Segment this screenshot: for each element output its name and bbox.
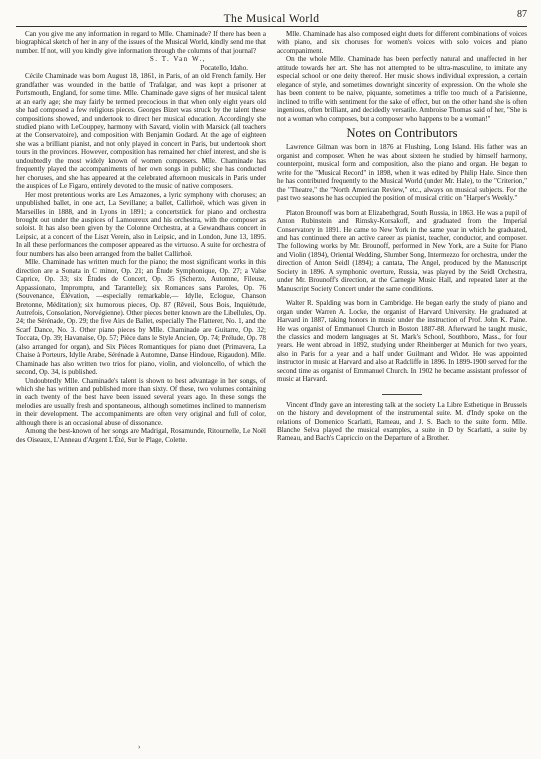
query-signature: S. T. Van W., [149,55,206,64]
contributor-spalding: Walter R. Spalding was born in Cambridge. He began early the study of piano and organ under Warren A. Locke, the organist of Harvard University. He graduated at Harvard in 1887, taking honors in music under the instruction of Prof. John K. Paine. He was organist of Emmanuel Church in Boston 1887-88. Afterward he taught music, the classics and modern languages at St. Mark's School, Southboro, Mass., for four years. He went abroad in 1892, studying under Rheinberger at Munich for two years, also in Paris for a year and a half under Guilmant and Widor. He was appointed instructor in music at Harvard and also at Radcliffe in 1896. In 1899-1900 served for the second time as organist of Emmanuel Church. In 1902 he became assistant professor of music at Harvard. [277,299,527,384]
footer-mark: › [138,743,141,751]
right-column [277,30,527,748]
left-column [16,30,266,748]
article-paragraph-2: Her most pretentious works are Les Amazones, a lyric symphony with choruses; an unpublished ballet, in one act, La Sevillane; a ballet, Callirhoë, which was given in Marseilles in 1888, and in Lyons in 1891; a concertstück for piano and orchestra brought out under the auspices of Lamoureux and his orchestra, with the composer as soloist. It has also been given by the Colonne Orchestra, at a Gewandhaus concert in Leipsic, at a concert of the Liszt Verein, also in Leipsic, and in London, June 13, 1895. In all these performances the composer appeared as the virtuoso. A suite for orchestra of four numbers has also been arranged from the ballet Callirhoë. [16,190,266,258]
article-paragraph-1: Cécile Chaminade was born August 18, 1861, in Paris, of an old French family. Her grandfather was wounded in the battle of Trafalgar, and was kept a prisoner at Portsmouth, England, for some time. Mlle. Chaminade gave signs of her musical talent at an early age; she may fairly be termed precocious in that when only eight years old she had composed a few religious pieces. Georges Bizet was struck by the talent these compositions showed, and undertook to direct her musical education. Accordingly she studied piano with LeCouppey, harmony with Savard, violin with Marsick (all teachers at the Conservatoire), and composition with Benjamin Godard. At the age of eighteen she was a brilliant pianist, and not only played in concert in Paris, but undertook short tours in the provinces. However, composition has remained her chief interest, and she is undoubtedly the most widely known of women composers. Mlle. Chaminade has frequently played the accompaniments of her own songs in public; she has conducted her choruses, and she has appeared at the celebrated afternoon musicals in Paris under the auspices of Le Figaro, entirely devoted to the music of native composers. [16,72,266,191]
reader-query: Can you give me any information in regard to Mlle. Chaminade? If there has been a biographical sketch of her in any of the issues of the Musical World, kindly send me that number. If not, will you kindly give information through the columns of that journal? [16,30,266,55]
two-column-body [16,30,527,748]
article-paragraph-5: Among the best-known of her songs are Madrigal, Rosamunde, Ritournelle, Le Noël des Oiseaux, L'Anneau d'Argent L'Été, Sur le Plage, Colette. [16,427,266,444]
dindy-note: Vincent d'Indy gave an interesting talk at the society La Libre Esthetique in Brussels on the history and development of the instrumental suite. M. d'Indy spoke on the relations of Domenico Scarlatti, Rameau, and J. S. Bach to the suite form. Mlle. Blanche Selva played the musical examples, a suite in D by Scarlatti, a suite by Rameau, and Bach's Capriccio on the Departure of a Brother. [277,400,527,443]
article-paragraph-4: Undoubtedly Mlle. Chaminade's talent is shown to best advantage in her songs, of which she has written and published more than sixty. Of these, two volumes containing in each twenty of the best have been issued several years ago. In these songs the melodies are usually fresh and spontaneous, although sometimes inclined to mannerism in their development. The accompaniments are often very original and full of color, although there is an occasional abuse of dissonance. [16,376,266,427]
article-paragraph-6: Mlle. Chaminade has also composed eight duets for different combinations of voices with piano, and six choruses for women's voices with solo voices and piano accompaniment. [277,30,527,55]
article-paragraph-7: On the whole Mlle. Chaminade has been perfectly natural and unaffected in her attitude towards her art. She has not attempted to be ultra-masculine, to imitate any especial school or one deity thereof. Her music shows individual expression, a certain elegance of style, and sometimes downright sincerity of expression. On the whole she has been content to be naive, piquante, sometimes a trifle too much of a Parisienne, inclined to trifle with sentiment for the sake of effect, but on the other hand she is often ingenious, often brilliant, and decidedly versatile. Ambroise Thomas said of her, "She is not a woman who composes, but a composer who happens to be a woman!" [277,55,527,123]
header-rule [16,26,527,27]
journal-title: The Musical World [223,13,320,25]
contributor-gilman: Lawrence Gilman was born in 1876 at Flushing, Long Island. His father was an organist and composer. When he was about sixteen he studied by himself harmony, counterpoint, musical form and composition, also the piano and organ. He began to write for the "Musical Record" in 1898, when it was edited by Philip Hale. Since then he has contributed frequently to the Musical World (under Mr. Hale), to the "Criterion," the "Theatre," the "North American Review," etc., always on musical subjects. For the past two seasons he has occupied the position of musical critic on "Harper's Weekly." [277,143,527,203]
query-location: Pocatello, Idaho. [200,63,248,72]
section-divider [382,394,422,395]
contributor-brounoff: Platon Brounoff was born at Elizabethgrad, South Russia, in 1863. He was a pupil of Anton Rubinstein and Rimsky-Korsakoff, and graduated from the Imperial Conservatory in 1891. He came to New York in the same year in which he graduated, and has continued there an active career as pianist, teacher, conductor, and composer. The following works by Mr. Brounoff, performed in New York, are a Suite for Piano and Violin (1894), Oriental Wedding, Slumber Song, Intermezzo for orchestra, under the direction of Anton Seidl (1894); a cantata, The Angel, produced by the Manuscript Society in 1896. A symphonic overture, Russia, was played by the Seidl Orchestra, under Mr. Brounoff's direction, at the Carnegie Music Hall, and repeated later at the Manuscript Society Concert under the same conditions. [277,208,527,293]
article-paragraph-3: Mlle. Chaminade has written much for the piano; the most significant works in this direction are a Sonata in C minor, Op. 21; an Étude Symphonique, Op. 27; a Valse Caprice, Op. 33; six Études de Concert, Op. 35 (Scherzo, Automne, Fileuse, Appassionato, Impromptu, and Tarantelle); six Romances sans Paroles, Op. 76 (Souvenance, Élévation, —especially remarkable,— Idylle, Eclogue, Chanson Bretonne, Méditation); six humorous pieces, Op. 87 (Rêveil, Sous Bois, Inquiétude, Autrefois, Consolation, Norvégienne). Other pieces better known are the Libellules, Op. 24; the Sérénade, Op. 29; the five Airs de Ballet, especially The Flatterer, No. 1, and the Scarf Dance, No. 3. Other piano pieces by Mlle. Chaminade are Guitarre, Op. 32; Toccata, Op. 39; Havanaise, Op. 57; Pièce dans le Style Ancien, Op. 74; Prélude, Op. 78 (also arranged for organ), and Six Pièces Romantiques for piano duet (Primavera, La Chaise à Porteurs, Idylle Arabe, Sérénade à Automne, Danse Hindoue, Rigaudon). Mlle. Chaminade has also written two trios for piano, violin, and violoncello, of which the second, Op. 34, is published. [16,258,266,377]
running-header [16,9,527,23]
section-title: Notes on Contributors [346,125,458,140]
page-number: 87 [517,9,527,20]
